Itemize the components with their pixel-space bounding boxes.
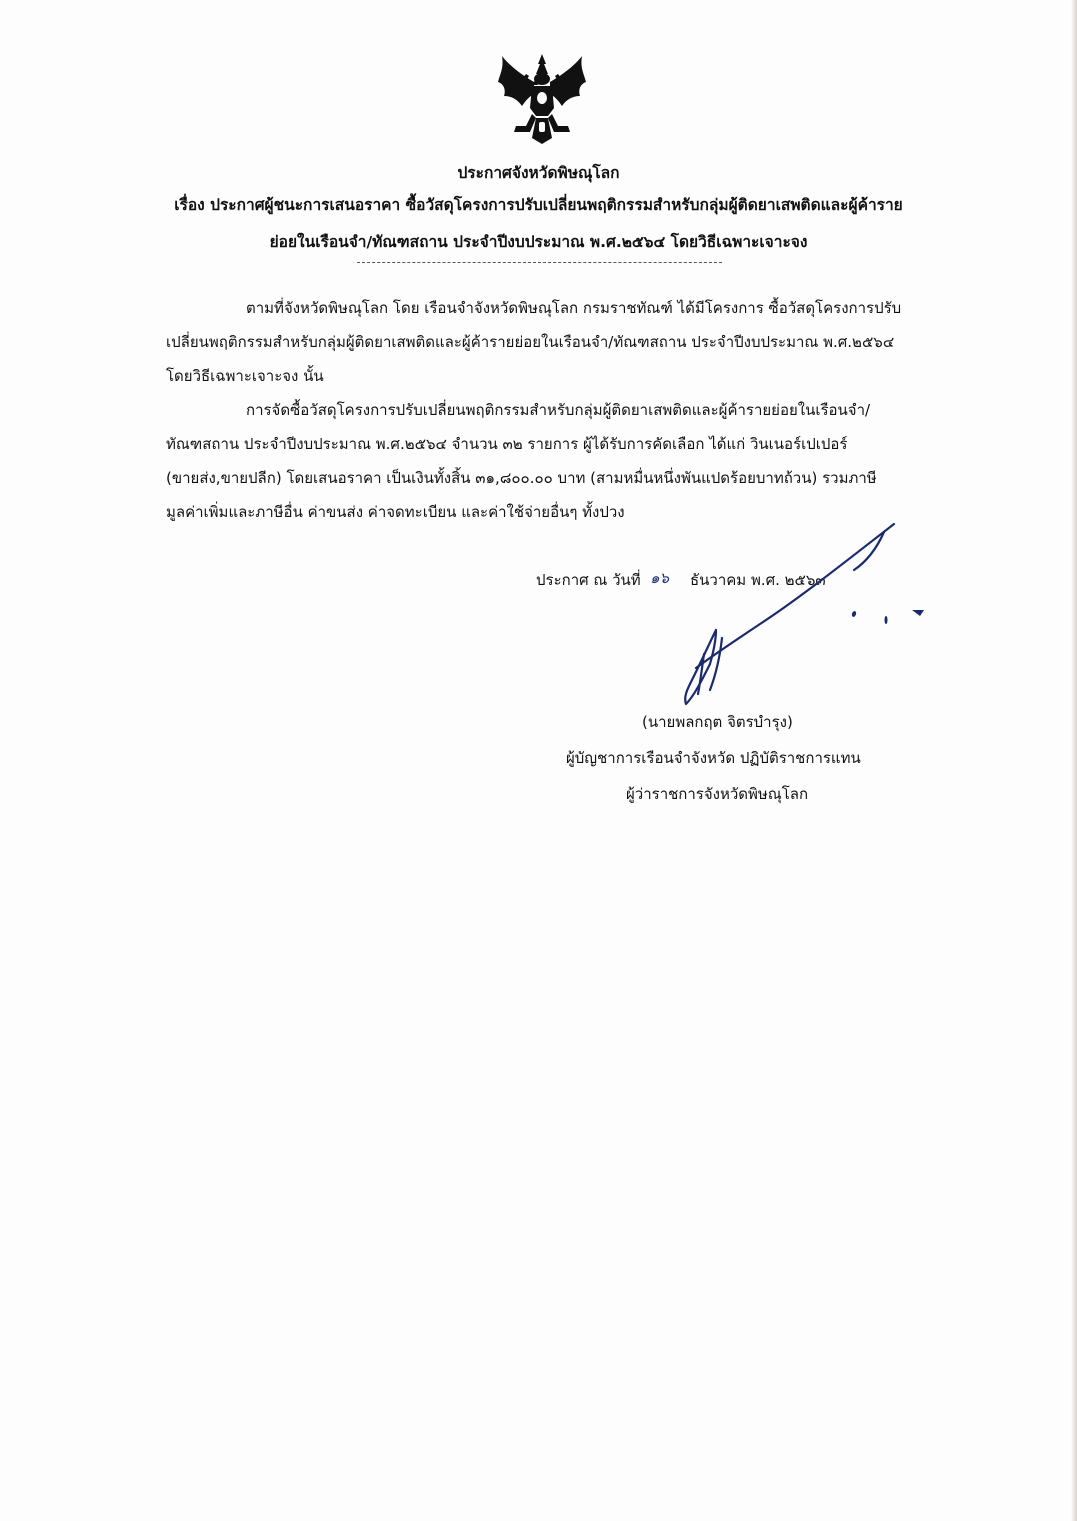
subject-line-2: ย่อยในเรือนจำ/ทัณฑสถาน ประจำปีงบประมาณ พ.ศ.๒๕๖๔ โดยวิธีเฉพาะเจาะจง [269, 233, 808, 251]
paragraph-2-line-2: ทัณฑสถาน ประจำปีงบประมาณ พ.ศ.๒๕๖๔ จำนวน ๓๒ รายการ ผู้ได้รับการคัดเลือก ได้แก่ วินเนอร์เปเปอร์ [166, 435, 848, 453]
garuda-emblem-icon [496, 52, 588, 146]
announcement-day: ๑๖ [650, 569, 670, 587]
signatory-position-2: ผู้ว่าราชการจังหวัดพิษณุโลก [626, 785, 809, 803]
subject-line-1: เรื่อง ประกาศผู้ชนะการเสนอราคา ซื้อวัสดุโครงการปรับเปลี่ยนพฤติกรรมสำหรับกลุ่มผู้ติดยาเสพติดและผู้ค้าราย [174, 196, 903, 214]
signatory-position-1: ผู้บัญชาการเรือนจำจังหวัด ปฏิบัติราชการแทน [566, 749, 861, 767]
document-title: ประกาศจังหวัดพิษณุโลก [457, 164, 620, 182]
divider [357, 262, 722, 263]
handwritten-signature-icon [640, 518, 910, 708]
signatory-name: (นายพลกฤต จิตรบำรุง) [642, 713, 793, 731]
paragraph-1-line-2: เปลี่ยนพฤติกรรมสำหรับกลุ่มผู้ติดยาเสพติดและผู้ค้ารายย่อยในเรือนจำ/ทัณฑสถาน ประจำปีงบประมาณ พ.ศ.๒๕๖๔ [166, 333, 895, 351]
announcement-month-year: ธันวาคม พ.ศ. ๒๕๖๓ [690, 571, 826, 589]
announcement-date-prefix: ประกาศ ณ วันที่ [536, 571, 641, 589]
page-edge [1071, 0, 1077, 1521]
paragraph-1-line-1: ตามที่จังหวัดพิษณุโลก โดย เรือนจำจังหวัดพิษณุโลก กรมราชทัณฑ์ ได้มีโครงการ ซื้อวัสดุโครงการปรับ [246, 299, 902, 317]
paragraph-1-line-3: โดยวิธีเฉพาะเจาะจง นั้น [166, 367, 324, 385]
paragraph-2-line-1: การจัดซื้อวัสดุโครงการปรับเปลี่ยนพฤติกรรมสำหรับกลุ่มผู้ติดยาเสพติดและผู้ค้ารายย่อยในเรือนจำ/ [246, 401, 871, 419]
paragraph-2-line-3: (ขายส่ง,ขายปลีก) โดยเสนอราคา เป็นเงินทั้งสิ้น ๓๑,๘๐๐.๐๐ บาท (สามหมื่นหนึ่งพันแปดร้อยบาทถ้วน) รวมภาษี [166, 469, 877, 487]
paragraph-2-line-4: มูลค่าเพิ่มและภาษีอื่น ค่าขนส่ง ค่าจดทะเบียน และค่าใช้จ่ายอื่นๆ ทั้งปวง [166, 503, 625, 521]
